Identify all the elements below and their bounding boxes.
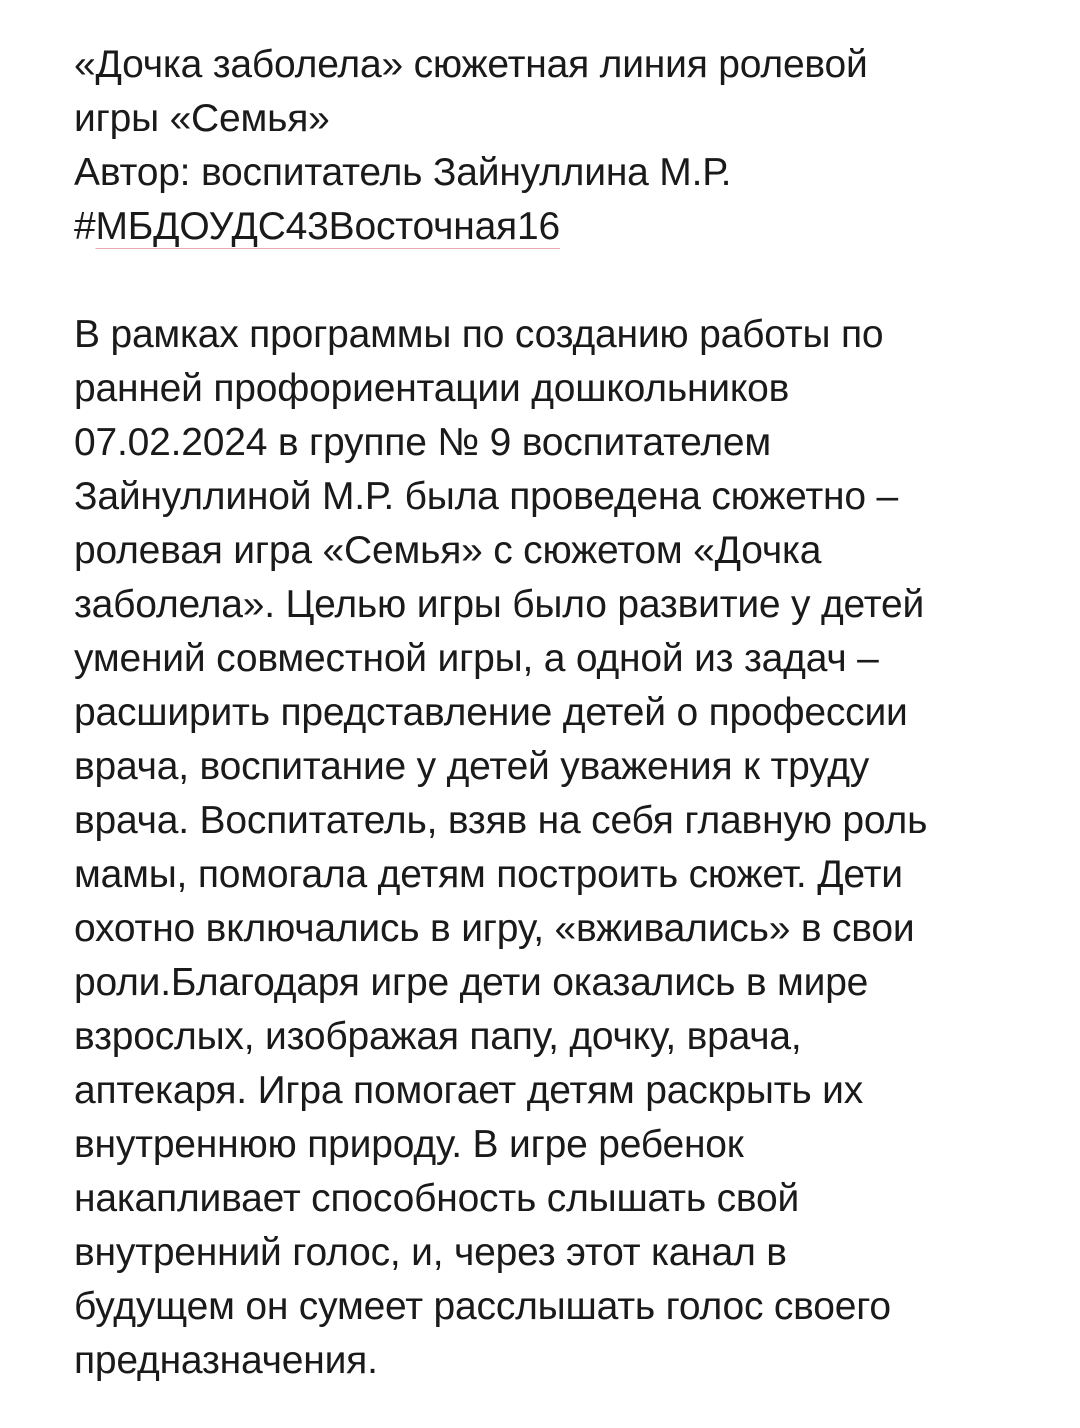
title-line-2: игры «Семья» xyxy=(74,97,330,140)
body-line: мамы, помогала детям построить сюжет. Дети xyxy=(74,853,903,896)
body-line: внутреннюю природу. В игре ребенок xyxy=(74,1123,744,1166)
document-body xyxy=(74,308,1034,1388)
hashtag-symbol: # xyxy=(74,205,96,248)
paragraph-gap xyxy=(74,254,1034,308)
body-line: внутренний голос, и, через этот канал в xyxy=(74,1231,787,1274)
body-line: охотно включались в игру, «вживались» в свои xyxy=(74,907,915,950)
body-line: 07.02.2024 в группе № 9 воспитателем xyxy=(74,421,772,464)
body-line: накапливает способность слышать свой xyxy=(74,1177,800,1220)
body-line: В рамках программы по созданию работы по xyxy=(74,313,884,356)
body-line: умений совместной игры, а одной из задач – xyxy=(74,637,879,680)
body-line: ролевая игра «Семья» с сюжетом «Дочка xyxy=(74,529,822,572)
body-line: ранней профориентации дошкольников xyxy=(74,367,790,410)
body-line: Зайнуллиной М.Р. была проведена сюжетно – xyxy=(74,475,898,518)
hashtag-link[interactable]: МБДОУДС43Восточная16 xyxy=(95,205,560,248)
body-line: расширить представление детей о профессии xyxy=(74,691,908,734)
body-line: взрослых, изображая папу, дочку, врача, xyxy=(74,1015,802,1058)
body-line: будущем он сумеет расслышать голос своего xyxy=(74,1285,891,1328)
body-line: предназначения. xyxy=(74,1339,378,1382)
document-header xyxy=(74,38,1034,254)
author-line: Автор: воспитатель Зайнуллина М.Р. xyxy=(74,151,732,194)
body-line: аптекаря. Игра помогает детям раскрыть их xyxy=(74,1069,864,1112)
title-line-1: «Дочка заболела» сюжетная линия ролевой xyxy=(74,43,868,86)
document xyxy=(74,38,1034,1388)
body-line: роли.Благодаря игре дети оказались в мире xyxy=(74,961,869,1004)
body-line: заболела». Целью игры было развитие у детей xyxy=(74,583,925,626)
body-line: врача. Воспитатель, взяв на себя главную роль xyxy=(74,799,928,842)
body-line: врача, воспитание у детей уважения к труду xyxy=(74,745,870,788)
hashtag-line[interactable] xyxy=(74,200,1034,254)
